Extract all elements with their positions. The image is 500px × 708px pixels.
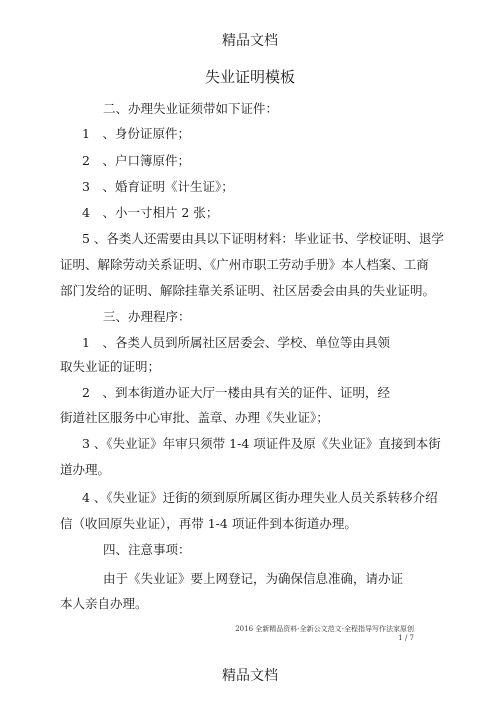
paragraph-line: 道办理。 — [60, 462, 111, 477]
paragraph-line: 由于《失业证》要上网登记，为确保信息准确，请办证 — [103, 571, 404, 586]
section-heading-3: 三、办理程序： — [103, 309, 191, 324]
page-number: 1 / 7 — [398, 634, 414, 642]
paragraph-line: 取失业证的证明； — [60, 359, 161, 374]
paragraph-line: 部门发给的证明、解除挂靠关系证明、社区居委会由具的失业证明。 — [60, 283, 436, 298]
paragraph-line: 5 、各类人还需要由具以下证明材料：毕业证书、学校证明、退学 — [82, 231, 444, 246]
footer-title: 精品文档 — [222, 668, 278, 684]
list-item: 2 、户口簿原件； — [82, 153, 190, 168]
list-item: 1 、各类人员到所属社区居委会、学校、单位等由具领 — [82, 335, 390, 350]
paragraph-line: 本人亲自办理。 — [60, 596, 148, 611]
document-title: 失业证明模板 — [204, 68, 295, 86]
list-item: 1 、身份证原件； — [82, 126, 190, 141]
list-item: 2 、到本街道办证大厅一楼由具有关的证件、证明，经 — [82, 385, 390, 400]
header-title: 精品文档 — [222, 33, 278, 49]
list-item: 3 、婚育证明《计生证》； — [82, 179, 234, 194]
list-item: 4 、《失业证》迁街的须到原所属区街办理失业人员关系转移介绍 — [82, 490, 438, 505]
paragraph-line: 证明、解除劳动关系证明、《广州市职工劳动手册》本人档案、工商 — [60, 257, 429, 272]
paragraph-line: 街道社区服务中心审批、盖章、办理《失业证》； — [60, 410, 329, 425]
section-heading-2: 二、办理失业证须带如下证件： — [103, 101, 279, 116]
list-item: 3 、《失业证》年审只须带 1-4 项证件及原《失业证》直接到本街 — [82, 436, 441, 451]
footer-note: 2016 全新精品资料-全新公文范文-全程指导写作法家原创 — [235, 625, 414, 633]
paragraph-line: 信（收回原失业证），再带 1-4 项证件到本街道办理。 — [60, 516, 357, 531]
list-item: 4 、小一寸相片 2 张； — [82, 205, 219, 220]
section-heading-4: 四、注意事项： — [103, 542, 191, 557]
